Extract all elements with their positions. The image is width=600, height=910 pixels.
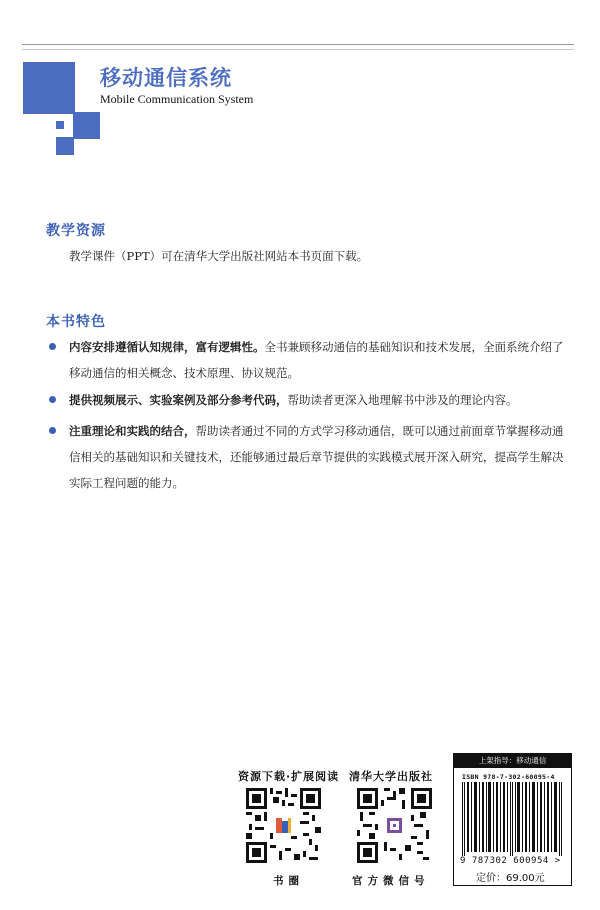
decor-square-bottom xyxy=(56,137,74,155)
feature-text-line: 移动通信的相关概念、技术原理、协议规范。 xyxy=(69,366,299,380)
feature-text: 帮助读者通过不同的方式学习移动通信，既可以通过前面章节掌握移动通 xyxy=(195,424,564,438)
book-price: 定价：69.00元 xyxy=(476,873,545,884)
top-rule xyxy=(22,44,574,45)
decor-square-small xyxy=(56,121,64,129)
ean-number: 9 787302 600954 > xyxy=(460,856,561,866)
qr-caption-wechat: 官方微信号 xyxy=(352,875,430,887)
bullet-icon xyxy=(49,396,56,403)
top-rule-thin xyxy=(22,49,574,50)
feature-text: 帮助读者更深入地理解书中涉及的理论内容。 xyxy=(287,393,518,407)
decor-square-medium xyxy=(73,112,100,139)
decor-square-large xyxy=(23,62,75,114)
qr-code-bookcircle[interactable] xyxy=(246,788,321,863)
qr-label-resources: 资源下载·扩展阅读 xyxy=(238,770,340,783)
isbn-barcode-box xyxy=(453,753,572,886)
book-title-en: Mobile Communication System xyxy=(100,92,254,106)
qr-pattern xyxy=(357,788,432,863)
resources-text: 教学课件（PPT）可在清华大学出版社网站本书页面下载。 xyxy=(69,249,369,263)
feature-bold: 提供视频展示、实验案例及部分参考代码， xyxy=(69,393,288,407)
shelf-category: 上架指导：移动通信 xyxy=(454,754,571,768)
isbn-number: ISBN 978-7-302-60095-4 xyxy=(462,773,555,781)
bullet-icon xyxy=(49,427,56,434)
bullet-icon xyxy=(49,343,56,350)
feature-item xyxy=(69,387,571,413)
features-heading: 本书特色 xyxy=(46,314,106,330)
feature-item xyxy=(69,418,571,496)
resources-heading: 教学资源 xyxy=(46,223,106,239)
feature-bold: 内容安排遵循认知规律，富有逻辑性。 xyxy=(69,340,265,354)
barcode-bars xyxy=(462,782,563,856)
feature-item xyxy=(69,334,571,386)
qr-caption-bookcircle: 书圈 xyxy=(273,875,304,887)
feature-bold: 注重理论和实践的结合， xyxy=(69,424,196,438)
qr-pattern xyxy=(246,788,321,863)
feature-text-line: 实际工程问题的能力。 xyxy=(69,476,184,490)
qr-code-wechat[interactable] xyxy=(357,788,432,863)
feature-text-line: 信相关的基础知识和关键技术，还能够通过最后章节提供的实践模式展开深入研究，提高学生解决 xyxy=(69,450,564,464)
book-title-cn: 移动通信系统 xyxy=(100,65,232,90)
qr-label-publisher: 清华大学出版社 xyxy=(349,770,433,783)
feature-text: 全书兼顾移动通信的基础知识和技术发展，全面系统介绍了 xyxy=(264,340,564,354)
